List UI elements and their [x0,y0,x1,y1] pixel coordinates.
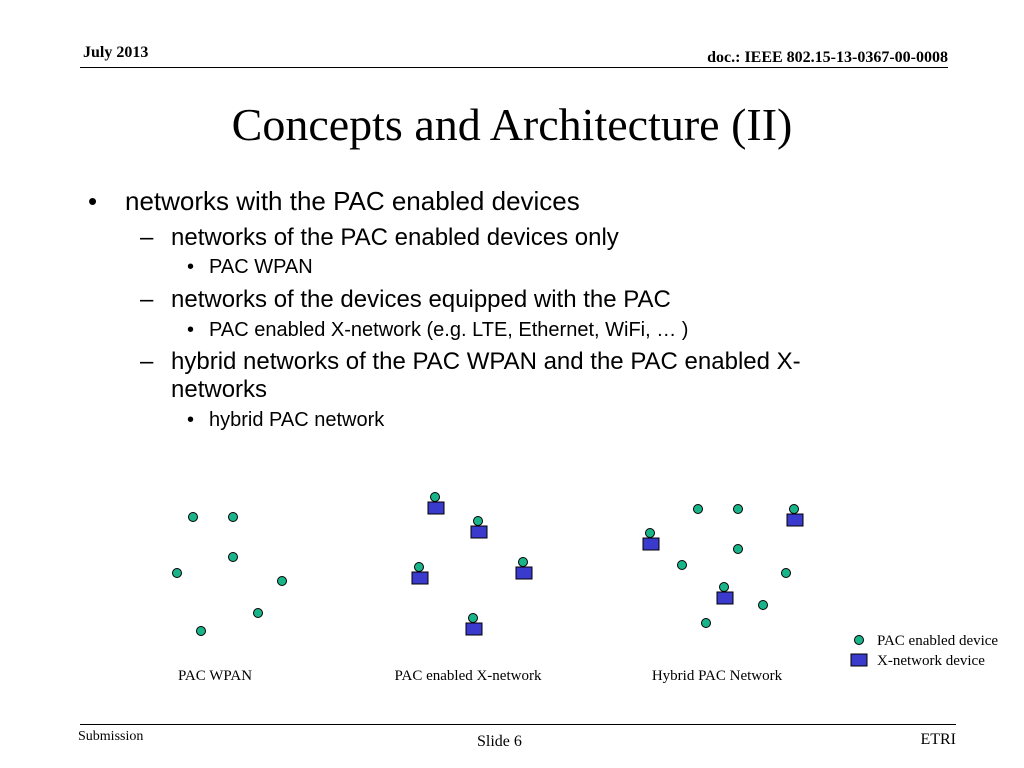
bullet-item: PAC WPAN [209,256,313,278]
pac-enabled-device [734,545,743,554]
legend-pac-device-label: PAC enabled device [877,633,999,649]
pac-enabled-device [790,505,799,514]
x-network-device [412,572,428,584]
pac-enabled-device [734,505,743,514]
slide-title: Concepts and Architecture (II) [231,99,793,150]
bullet-item: hybrid networks of the PAC WPAN and the PAC enabled X- [171,348,801,375]
bullet-marker: – [140,348,154,375]
footer-org: ETRI [920,731,956,748]
pac-enabled-device [469,614,478,623]
x-network-device [516,567,532,579]
bullet-item: networks with the PAC enabled devices [125,186,580,216]
pac-enabled-device [702,619,711,628]
bullet-marker: • [88,186,98,216]
bullet-marker: • [187,256,195,278]
pac-enabled-device [415,563,424,572]
pac-enabled-device [173,569,182,578]
bullet-marker: – [140,224,154,251]
x-network-device [471,526,487,538]
bullet-marker: • [187,319,195,341]
bullet-item: hybrid PAC network [209,409,385,431]
legend-x-device-label: X-network device [877,653,985,669]
pac-enabled-device [782,569,791,578]
legend-x-device-icon [851,654,867,666]
x-network-device [787,514,803,526]
bullet-item-continuation: networks [171,376,268,403]
bullet-marker: – [140,286,154,313]
bullet-item: PAC enabled X-network (e.g. LTE, Ethernet, WiFi, … ) [209,319,689,341]
header-doc-id: doc.: IEEE 802.15-13-0367-00-0008 [707,49,948,66]
pac-enabled-device [229,553,238,562]
caption-pac-x-network: PAC enabled X-network [394,668,542,684]
footer-slide-number: Slide 6 [477,733,522,750]
legend [851,633,998,669]
pac-enabled-device [431,493,440,502]
x-network-device [643,538,659,550]
x-network-device [717,592,733,604]
pac-enabled-device [278,577,287,586]
pac-enabled-device [720,583,729,592]
legend-pac-device-icon [855,636,864,645]
x-network-device [466,623,482,635]
caption-hybrid-pac-network: Hybrid PAC Network [651,668,783,684]
bullet-item: networks of the devices equipped with the PAC [171,286,671,313]
pac-enabled-device [678,561,687,570]
bullet-item: networks of the PAC enabled devices only [171,224,619,251]
header-date: July 2013 [83,44,149,61]
pac-enabled-device [229,513,238,522]
pac-enabled-device [694,505,703,514]
pac-enabled-device [474,517,483,526]
pac-enabled-device [189,513,198,522]
bullet-marker: • [187,409,195,431]
caption-pac-wpan: PAC WPAN [177,668,253,684]
footer-submission: Submission [78,729,144,744]
pac-enabled-device [519,558,528,567]
pac-enabled-device [646,529,655,538]
x-network-device [428,502,444,514]
footer-divider [80,724,956,725]
pac-enabled-device [197,627,206,636]
diagram-nodes [173,493,804,636]
pac-enabled-device [254,609,263,618]
pac-enabled-device [759,601,768,610]
